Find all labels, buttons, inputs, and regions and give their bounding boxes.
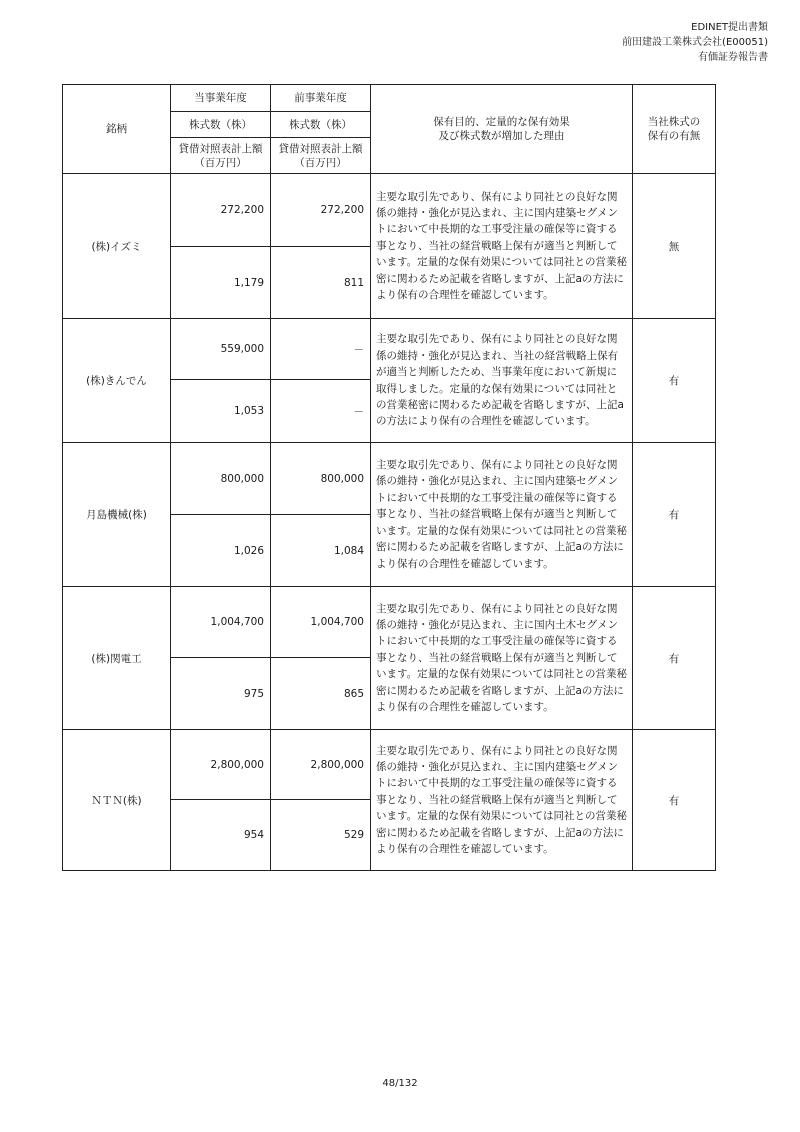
shares-current: 1,004,700 (171, 587, 271, 658)
header-report-type: 有価証券報告書 (698, 52, 768, 63)
shares-prior: 1,004,700 (271, 587, 371, 658)
shares-prior: 272,200 (271, 174, 371, 247)
stock-name: (株)関電工 (63, 587, 171, 730)
table-row (63, 587, 716, 658)
shares-prior: 2,800,000 (271, 730, 371, 800)
col-header-shares-current: 株式数（株） (171, 112, 271, 138)
book-value-prior: 1,084 (271, 515, 371, 587)
book-value-current: 1,179 (171, 247, 271, 319)
holding-purpose: 主要な取引先であり、保有により同社との良好な関係の維持・強化が見込まれ、主に国内建築セグメントにおいて中長期的な工事受注量の確保等に資する事となり、当社の経営戦略上保有が適当と判断しています。定量的な保有効果については同社との営業秘密に関わるため記載を省略しますが、上記aの方法により保有の合理性を確認しています。 (371, 730, 633, 871)
holding-purpose: 主要な取引先であり、保有により同社との良好な関係の維持・強化が見込まれ、当社の経営戦略上保有が適当と判断したため、当事業年度において新規に取得しました。定量的な保有効果については同社との営業秘密に関わるため記載を省略しますが、上記aの方法により保有の合理性を確認しています。 (371, 319, 633, 443)
book-value-prior: 865 (271, 658, 371, 730)
book-value-current: 975 (171, 658, 271, 730)
col-header-mutual: 当社株式の 保有の有無 (633, 85, 716, 174)
mutual-holding: 有 (633, 319, 716, 443)
shares-prior: － (271, 319, 371, 380)
stock-name: (株)イズミ (63, 174, 171, 319)
table-row (63, 730, 716, 800)
document-header (622, 20, 768, 65)
table-row (63, 319, 716, 380)
mutual-holding: 無 (633, 174, 716, 319)
header-edinet: EDINET提出書類 (691, 22, 768, 33)
table-row (63, 174, 716, 247)
col-header-bv-prior: 貸借対照表計上額 （百万円） (271, 138, 371, 174)
book-value-prior: 529 (271, 800, 371, 871)
holding-purpose: 主要な取引先であり、保有により同社との良好な関係の維持・強化が見込まれ、主に国内建築セグメントにおいて中長期的な工事受注量の確保等に資する事となり、当社の経営戦略上保有が適当と判断しています。定量的な保有効果については同社との営業秘密に関わるため記載を省略しますが、上記aの方法により保有の合理性を確認しています。 (371, 443, 633, 587)
header-company: 前田建設工業株式会社(E00051) (622, 37, 768, 48)
book-value-current: 1,053 (171, 380, 271, 443)
col-header-current-year: 当事業年度 (171, 85, 271, 112)
shareholding-table (62, 84, 716, 871)
col-header-bv-current: 貸借対照表計上額 （百万円） (171, 138, 271, 174)
stock-name: ＮＴＮ(株) (63, 730, 171, 871)
stock-name: (株)きんでん (63, 319, 171, 443)
mutual-holding: 有 (633, 587, 716, 730)
table-header (63, 85, 716, 174)
shares-current: 272,200 (171, 174, 271, 247)
shares-current: 559,000 (171, 319, 271, 380)
col-header-name: 銘柄 (63, 85, 171, 174)
book-value-current: 1,026 (171, 515, 271, 587)
mutual-holding: 有 (633, 443, 716, 587)
shares-prior: 800,000 (271, 443, 371, 515)
book-value-prior: － (271, 380, 371, 443)
book-value-current: 954 (171, 800, 271, 871)
table-row (63, 443, 716, 515)
col-header-purpose: 保有目的、定量的な保有効果 及び株式数が増加した理由 (371, 85, 633, 174)
col-header-prior-year: 前事業年度 (271, 85, 371, 112)
book-value-prior: 811 (271, 247, 371, 319)
holding-purpose: 主要な取引先であり、保有により同社との良好な関係の維持・強化が見込まれ、主に国内土木セグメントにおいて中長期的な工事受注量の確保等に資する事となり、当社の経営戦略上保有が適当と判断しています。定量的な保有効果については同社との営業秘密に関わるため記載を省略しますが、上記aの方法により保有の合理性を確認しています。 (371, 587, 633, 730)
mutual-holding: 有 (633, 730, 716, 871)
shares-current: 800,000 (171, 443, 271, 515)
holding-purpose: 主要な取引先であり、保有により同社との良好な関係の維持・強化が見込まれ、主に国内建築セグメントにおいて中長期的な工事受注量の確保等に資する事となり、当社の経営戦略上保有が適当と判断しています。定量的な保有効果については同社との営業秘密に関わるため記載を省略しますが、上記aの方法により保有の合理性を確認しています。 (371, 174, 633, 319)
stock-name: 月島機械(株) (63, 443, 171, 587)
page-number: 48/132 (382, 1078, 418, 1089)
col-header-shares-prior: 株式数（株） (271, 112, 371, 138)
shares-current: 2,800,000 (171, 730, 271, 800)
